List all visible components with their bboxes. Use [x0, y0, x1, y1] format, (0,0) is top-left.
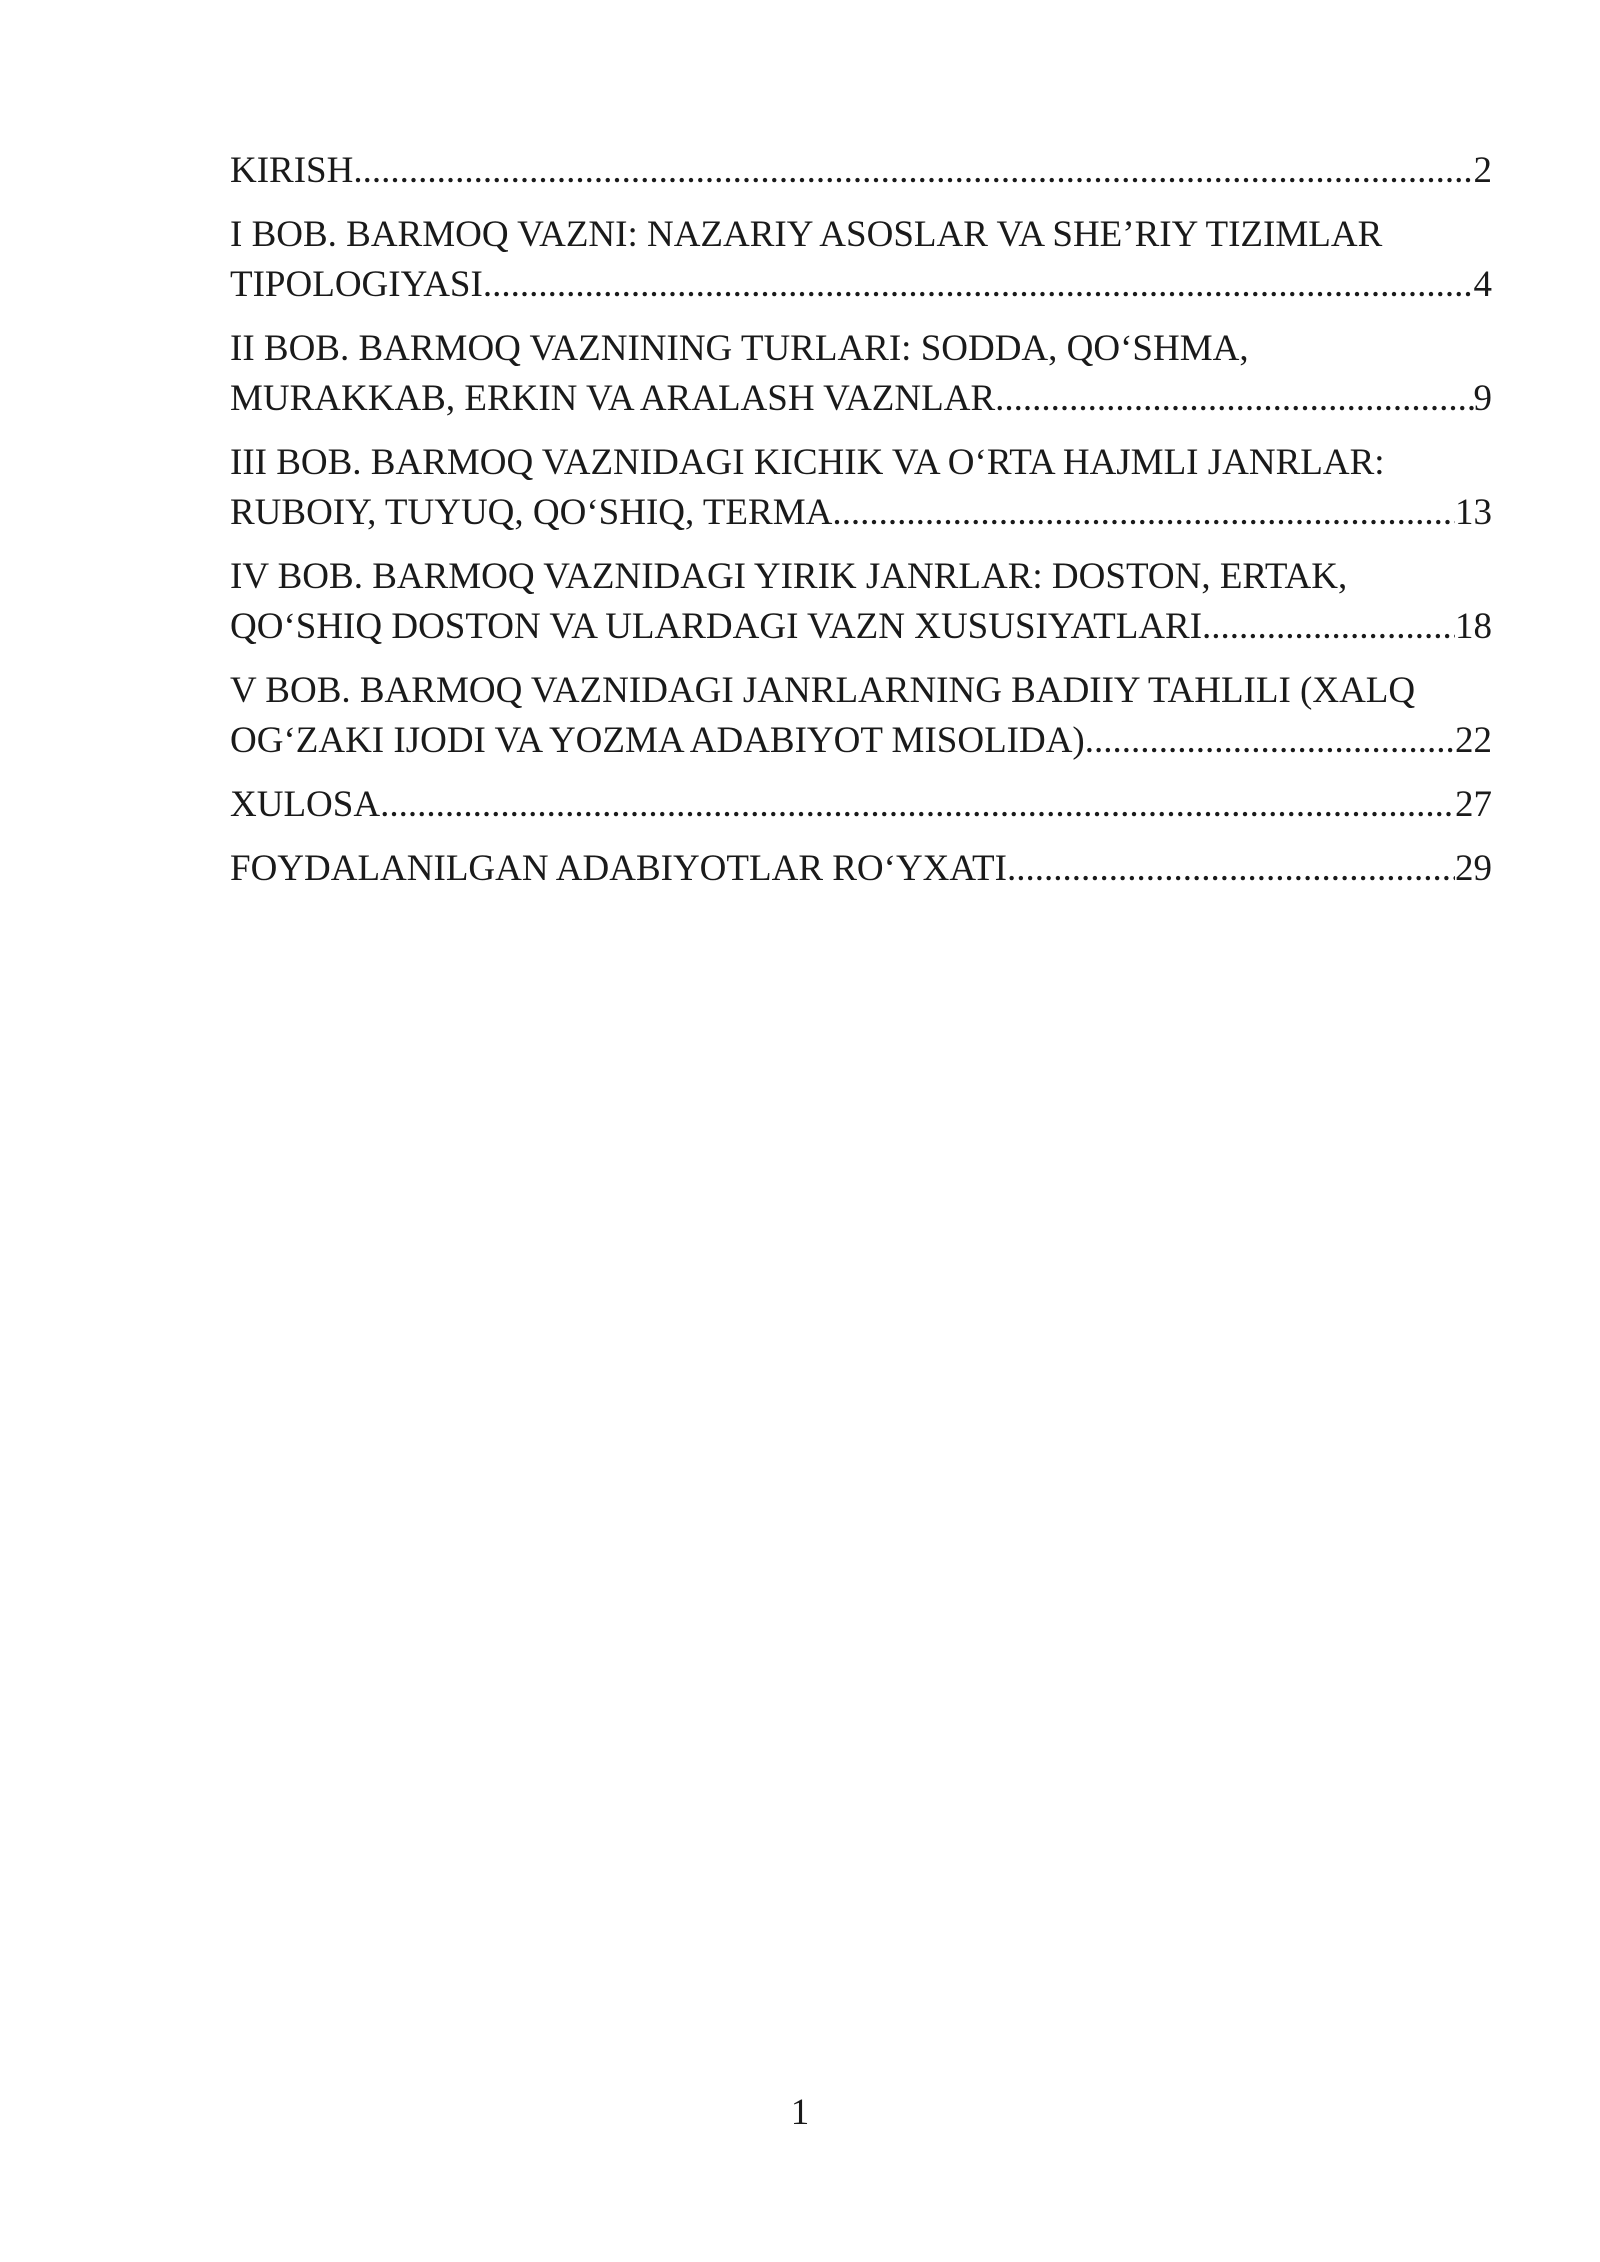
toc-entry-xulosa	[230, 780, 1492, 830]
toc-page-number: 4	[1473, 264, 1492, 305]
toc-page-number: 9	[1473, 378, 1492, 419]
toc-entry-title-line-2: MURAKKAB, ERKIN VA ARALASH VAZNLAR	[230, 378, 996, 419]
toc-entry-chapter-4	[230, 552, 1492, 652]
toc-entry-title-line-2: OG‘ZAKI IJODI VA YOZMA ADABIYOT MISOLIDA)	[230, 720, 1085, 761]
toc-entry-title: XULOSA	[230, 784, 381, 825]
toc-entry-references	[230, 844, 1492, 894]
dot-leader	[1202, 602, 1455, 652]
dot-leader	[1007, 844, 1455, 894]
dot-leader	[353, 146, 1473, 196]
toc-line	[230, 844, 1492, 894]
toc-entry-chapter-3	[230, 438, 1492, 538]
toc-entry-title-line-1: V BOB. BARMOQ VAZNIDAGI JANRLARNING BADIIY TAHLILI (XALQ	[230, 670, 1416, 711]
dot-leader	[483, 260, 1474, 310]
table-of-contents	[230, 146, 1492, 908]
toc-entry-title-line-1: II BOB. BARMOQ VAZNINING TURLARI: SODDA, QO‘SHMA,	[230, 328, 1249, 369]
toc-page-number: 18	[1455, 606, 1492, 647]
toc-line	[230, 374, 1492, 424]
toc-line	[230, 780, 1492, 830]
toc-entry-chapter-5	[230, 666, 1492, 766]
toc-page-number: 2	[1473, 150, 1492, 191]
toc-entry-title-line-2: QO‘SHIQ DOSTON VA ULARDAGI VAZN XUSUSIYATLARI	[230, 606, 1203, 647]
toc-entry-title-line-1: I BOB. BARMOQ VAZNI: NAZARIY ASOSLAR VA SHE’RIY TIZIMLAR	[230, 214, 1383, 255]
toc-entry-kirish	[230, 146, 1492, 196]
toc-entry-chapter-2	[230, 324, 1492, 424]
dot-leader	[832, 488, 1455, 538]
dot-leader	[380, 780, 1455, 830]
toc-entry-title-line-1: III BOB. BARMOQ VAZNIDAGI KICHIK VA O‘RTA HAJMLI JANRLAR:	[230, 442, 1385, 483]
toc-line	[230, 716, 1492, 766]
toc-entry-chapter-1	[230, 210, 1492, 310]
toc-page-number: 27	[1455, 784, 1492, 825]
dot-leader	[995, 374, 1473, 424]
toc-line	[230, 260, 1492, 310]
toc-entry-title-line-2: RUBOIY, TUYUQ, QO‘SHIQ, TERMA	[230, 492, 833, 533]
dot-leader	[1085, 716, 1455, 766]
toc-line	[230, 602, 1492, 652]
toc-page-number: 13	[1455, 492, 1492, 533]
toc-page-number: 22	[1455, 720, 1492, 761]
toc-entry-title-line-1: IV BOB. BARMOQ VAZNIDAGI YIRIK JANRLAR: DOSTON, ERTAK,	[230, 556, 1348, 597]
page-number: 1	[790, 2092, 810, 2133]
toc-entry-title: KIRISH	[230, 150, 354, 191]
toc-line	[230, 488, 1492, 538]
toc-entry-title-line-2: TIPOLOGIYASI	[230, 264, 483, 305]
toc-entry-title: FOYDALANILGAN ADABIYOTLAR RO‘YXATI	[230, 848, 1007, 889]
toc-page-number: 29	[1455, 848, 1492, 889]
toc-line	[230, 146, 1492, 196]
